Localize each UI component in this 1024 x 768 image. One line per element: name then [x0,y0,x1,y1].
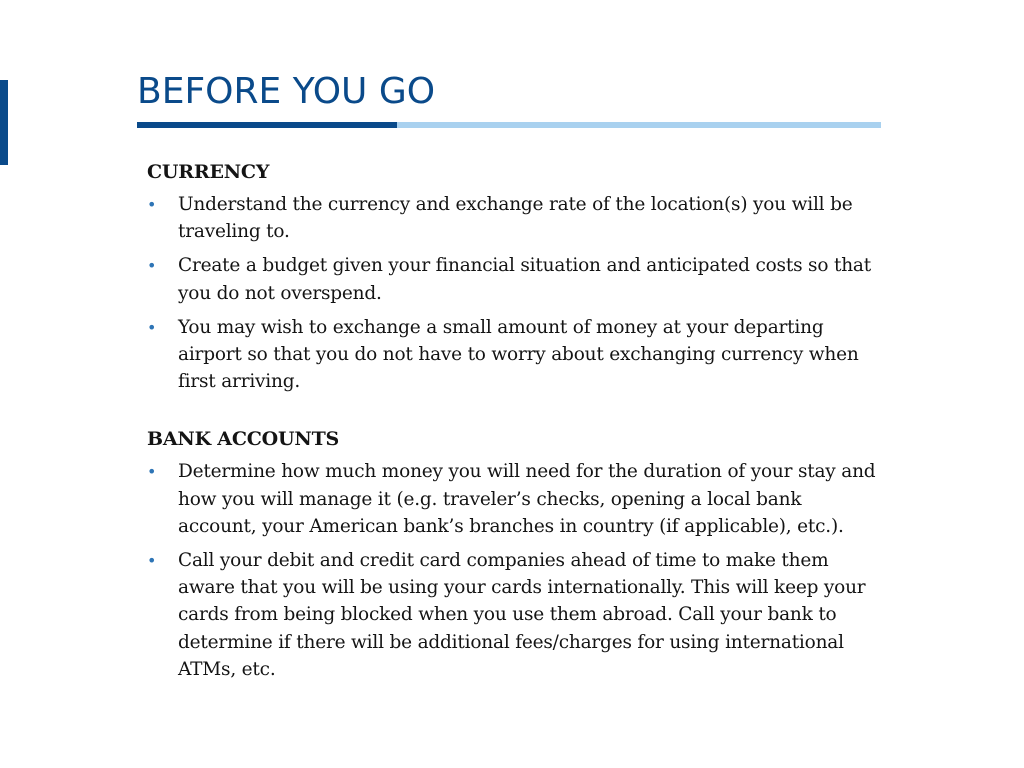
slide-body [147,160,877,690]
slide-title: BEFORE YOU GO [137,71,436,112]
section-heading-bank-accounts: BANK ACCOUNTS [147,428,340,451]
bullet-icon: • [147,462,157,482]
title-underline-light-segment [397,122,881,128]
bullet-text: Understand the currency and exchange rate of the location(s) you will be traveling to. [178,194,853,243]
bullet-icon: • [147,317,157,337]
section-bank-accounts [147,427,877,683]
bullet-icon: • [147,256,157,276]
list-item [147,191,877,245]
section-heading-currency: CURRENCY [147,161,270,183]
list-item [147,458,877,540]
bullet-text: You may wish to exchange a small amount of money at your departing airport so that you do not have to worry about exchanging currency when first arriving. [178,316,859,393]
list-item [147,252,877,306]
title-underline-dark-segment [137,122,397,128]
bullet-text: Call your debit and credit card companies ahead of time to make them aware that you will be using your cards internationally. This will keep your cards from being blocked when you use them abroad. Call your bank to determine if there will be additional fees/charges for using international ATMs, etc. [178,550,866,680]
list-item [147,547,877,683]
bullet-text: Create a budget given your financial situation and anticipated costs so that you do not overspend. [178,255,871,304]
section-currency [147,160,877,395]
list-item [147,314,877,396]
bullet-list-bank-accounts [147,458,877,683]
title-underline [137,122,881,128]
left-accent-bar [0,80,8,165]
bullet-list-currency [147,191,877,395]
section-spacer [147,402,877,427]
bullet-icon: • [147,195,157,214]
bullet-icon: • [147,551,157,571]
bullet-text: Determine how much money you will need for the duration of your stay and how you will manage it (e.g. traveler’s checks, opening a local bank account, your American bank’s branches in country (if applicable), etc.). [178,461,876,537]
